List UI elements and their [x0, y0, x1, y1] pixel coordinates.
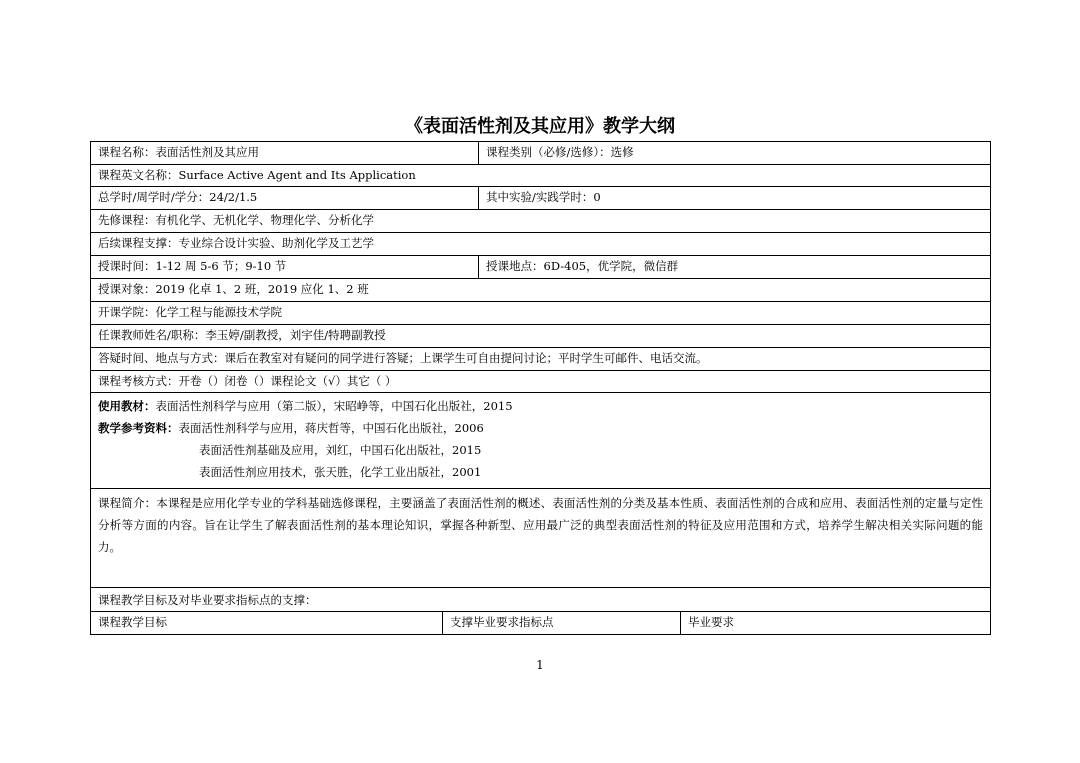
table-row — [91, 142, 990, 165]
course-english-name: 课程英文名称：Surface Active Agent and Its Application — [98, 168, 416, 182]
objectives-heading: 课程教学目标及对毕业要求指标点的支撑： — [98, 593, 317, 607]
assessment-method: 课程考核方式：开卷（）闭卷（）课程论文（√）其它（ ） — [98, 374, 397, 388]
follow-up-courses: 后续课程支撑：专业综合设计实验、助剂化学及工艺学 — [98, 236, 374, 250]
page-number: 1 — [536, 658, 544, 672]
main-textbook-label: 使用教材： — [98, 399, 156, 413]
reference-1 — [98, 417, 513, 439]
table-row — [91, 371, 990, 393]
objectives-col-requirement: 毕业要求 — [688, 615, 734, 629]
objectives-col-goal: 课程教学目标 — [98, 615, 167, 629]
table-row — [91, 187, 990, 210]
class-time: 授课时间：1-12 周 5-6 节；9-10 节 — [98, 259, 287, 273]
textbooks-row — [91, 393, 990, 489]
objectives-col-indicator: 支撑毕业要求指标点 — [450, 615, 554, 629]
table-row — [91, 256, 990, 279]
reference-2: 表面活性剂基础及应用，刘红，中国石化出版社，2015 — [199, 443, 482, 457]
teachers: 任课教师姓名/职称：李玉婷/副教授，刘宇佳/特聘副教授 — [98, 328, 386, 342]
textbooks — [98, 395, 513, 483]
table-row — [91, 302, 990, 325]
main-textbook — [98, 395, 513, 417]
lab-hours: 其中实验/实践学时：0 — [486, 190, 601, 204]
document-title: 《表面活性剂及其应用》教学大纲 — [405, 116, 675, 137]
course-hours: 总学时/周学时/学分：24/2/1.5 — [98, 190, 258, 204]
syllabus-table — [90, 141, 991, 635]
main-textbook-text: 表面活性剂科学与应用（第二版），宋昭峥等，中国石化出版社，2015 — [155, 399, 513, 413]
table-row — [91, 165, 990, 187]
qa-info: 答疑时间、地点与方式：课后在教室对有疑问的同学进行答疑；上课学生可自由提问讨论；平时学生可邮件、电话交流。 — [98, 351, 708, 365]
reference-label: 教学参考资料： — [98, 421, 179, 435]
course-intro: 课程简介：本课程是应用化学专业的学科基础选修课程，主要涵盖了表面活性剂的概述、表面活性剂的分类及基本性质、表面活性剂的合成和应用、表面活性剂的定量与定性分析等方面的内容。旨在让学生了解表面活性剂的基本理论知识，掌握各种新型、应用最广泛的典型表面活性剂的特征及应用范围和方式，培养学生解决相关实际问题的能力。 — [98, 496, 983, 554]
course-type: 课程类别（必修/选修）：选修 — [486, 145, 634, 159]
table-row — [91, 325, 990, 348]
table-row — [91, 233, 990, 256]
reference-1-text: 表面活性剂科学与应用，蒋庆哲等，中国石化出版社，2006 — [178, 421, 484, 435]
class-location: 授课地点：6D-405，优学院，微信群 — [486, 259, 679, 273]
reference-3: 表面活性剂应用技术，张天胜，化学工业出版社，2001 — [199, 465, 482, 479]
offering-school: 开课学院：化学工程与能源技术学院 — [98, 305, 282, 319]
table-row — [91, 588, 990, 612]
intro-row — [91, 489, 990, 588]
table-row — [91, 612, 990, 634]
table-row — [91, 279, 990, 302]
target-students: 授课对象：2019 化卓 1、2 班，2019 应化 1、2 班 — [98, 282, 369, 296]
table-row — [91, 348, 990, 371]
prerequisites: 先修课程：有机化学、无机化学、物理化学、分析化学 — [98, 213, 374, 227]
course-name: 课程名称：表面活性剂及其应用 — [98, 145, 259, 159]
table-row — [91, 210, 990, 233]
